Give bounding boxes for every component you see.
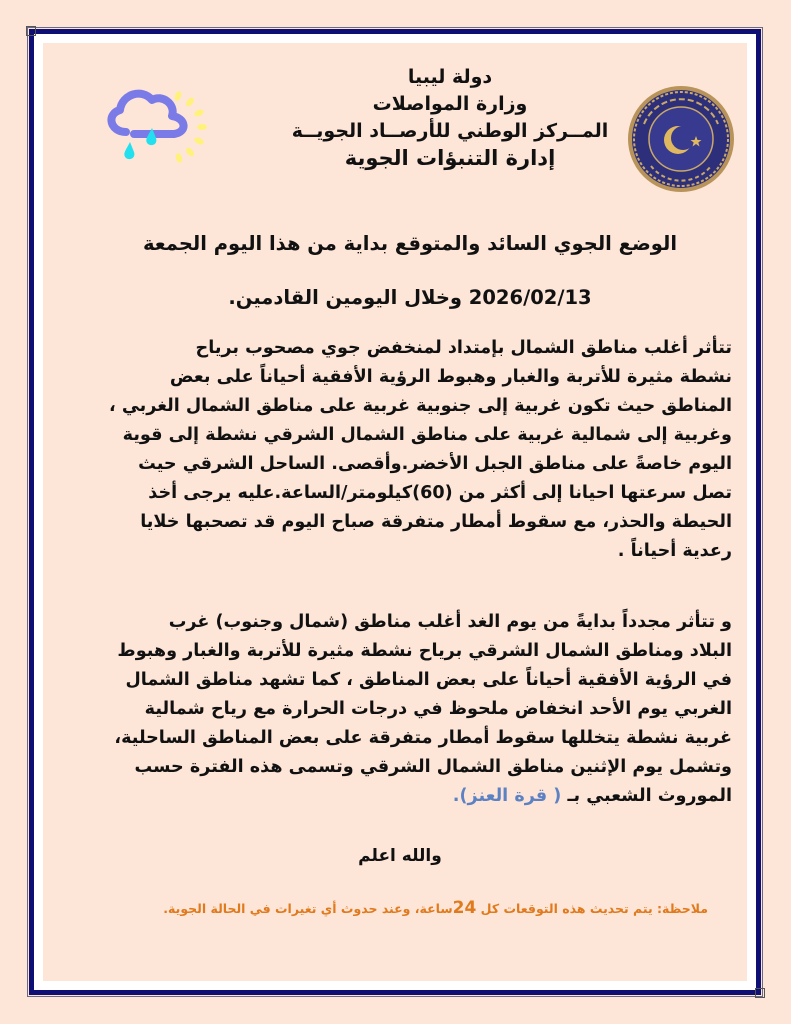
cloud-rain-sun-icon (96, 80, 216, 172)
paragraph-line: البلاد ومناطق الشمال الشرقي برياح نشطة مثيرة للأتربة والغبار وهبوط (117, 641, 732, 661)
header-country: دولة ليبيا (407, 66, 493, 88)
paragraph-line: الحيطة والحذر، مع سقوط أمطار متفرقة صباح اليوم قد تصحبها خلايا (140, 512, 732, 532)
paragraph-last-line (92, 782, 732, 811)
paragraph-line: غربية نشطة يتخللها سقوط أمطار متفرقة على بعض المناطق الساحلية، (114, 728, 732, 748)
paragraph-line: وتشمل يوم الإثنين مناطق الشمال الشرقي وتسمى هذه الفترة حسب (134, 757, 732, 777)
header-ministry: وزارة المواصلات (372, 93, 528, 115)
paragraph-line: رعدية أحياناً . (617, 541, 732, 561)
forecast-paragraph-1 (92, 334, 732, 566)
paragraph-line: تصل سرعتها احيانا إلى أكثر من (60)كيلومتر/الساعة.عليه يرجى أخذ (148, 483, 732, 503)
paragraph-line: في الرؤية الأفقية أحياناً على بعض المناطق ، كما تشهد مناطق الشمال (125, 670, 732, 690)
folk-heritage-text: الموروث الشعبي بـ (561, 786, 732, 806)
raindrop (124, 142, 134, 159)
paragraph-line: تتأثر أغلب مناطق الشمال بإمتداد لمنخفض جوي مصحوب برياح (195, 338, 732, 358)
letterhead (270, 64, 630, 172)
paragraph-line: المناطق حيث تكون غربية إلى جنوبية غربية على مناطق الشمال الغربي ، (109, 396, 732, 416)
header-center: المــركز الوطني للأرصــاد الجويــة (291, 120, 609, 142)
paragraph-line: الغربي يوم الأحد انخفاض ملحوظ في درجات الحرارة مع رياح شمالية (144, 699, 732, 719)
frame-corner-top-left (26, 26, 36, 36)
closing-phrase: والله اعلم (358, 846, 442, 866)
paragraph-line: نشطة مثيرة للأتربة والغبار وهبوط الرؤية الأفقية أحياناً على بعض (169, 367, 732, 387)
header-department: إدارة التنبؤات الجوية (344, 146, 556, 170)
sun-rays (173, 90, 207, 163)
forecast-paragraph-2 (92, 608, 732, 811)
note-hours: 24 (452, 898, 477, 918)
cloud-outline (111, 94, 183, 134)
update-note (100, 898, 708, 918)
period-name-highlight: ( قرة العنز). (452, 786, 562, 806)
paragraph-line: اليوم خاصةً على مناطق الجبل الأخضر.وأقصى. الساحل الشرقي حيث (138, 454, 732, 474)
note-suffix: ساعة، وعند حدوث أي تغيرات في الحالة الجوية. (163, 901, 453, 916)
paragraph-line: وغربية إلى شمالية غربية على مناطق الشمال الشرقي نشطة إلى قوية (122, 425, 732, 445)
note-prefix: ملاحظة: يتم تحديث هذه التوقعات كل (476, 901, 708, 916)
bulletin-title-line1: الوضع الجوي السائد والمتوقع بداية من هذا اليوم الجمعة (142, 232, 678, 255)
frame-corner-bottom-right (755, 988, 765, 998)
paragraph-line: و تتأثر مجدداً بدايةً من يوم الغد أغلب مناطق (شمال وجنوب) غرب (168, 612, 732, 632)
bulletin-title-line2: 2026/02/13 وخلال اليومين القادمين. (228, 286, 592, 309)
ministry-seal-icon (626, 84, 736, 194)
